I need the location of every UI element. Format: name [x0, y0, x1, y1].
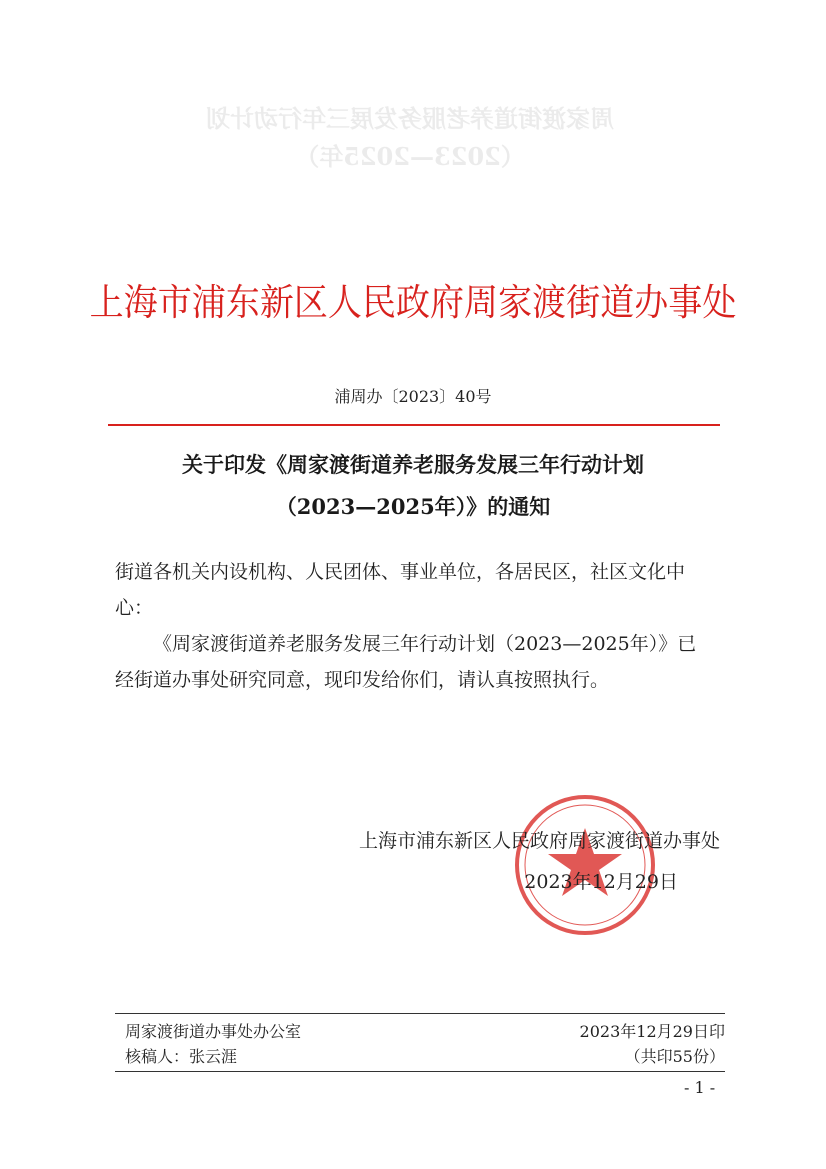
addressee: 街道各机关内设机构、人民团体、事业单位，各居民区，社区文化中心： [115, 561, 686, 619]
footer-copies: （共印55份） [624, 1047, 725, 1066]
page-number: - 1 - [684, 1078, 716, 1097]
red-divider-line [108, 424, 720, 426]
body-paragraph: 《周家渡街道养老服务发展三年行动计划（2023—2025年）》已经街道办事处研究同意，现印发给你们，请认真按照执行。 [115, 633, 697, 691]
footer-office: 周家渡街道办事处办公室 [125, 1022, 302, 1041]
issuer-header: 上海市浦东新区人民政府周家渡街道办事处 [89, 281, 737, 324]
signature-date: 2023年12月29日 [524, 871, 678, 893]
signature-organization: 上海市浦东新区人民政府周家渡街道办事处 [358, 830, 720, 852]
document-number: 浦周办〔2023〕40号 [334, 387, 492, 406]
notice-title-line-2: （2023—2025年）》的通知 [275, 494, 551, 519]
footer-print-date: 2023年12月29日印 [579, 1022, 725, 1041]
bleed-through-title: 周家渡街道养老服务发展三年行动计划 [206, 104, 614, 133]
footer-bottom-rule [115, 1071, 725, 1072]
footer-reviewer: 核稿人：张云涯 [125, 1047, 238, 1066]
footer-top-rule [115, 1013, 725, 1014]
official-seal-icon [510, 790, 660, 940]
bleed-through-subtitle: （2023—2025年） [295, 142, 525, 171]
notice-title-line-1: 关于印发《周家渡街道养老服务发展三年行动计划 [182, 452, 644, 477]
